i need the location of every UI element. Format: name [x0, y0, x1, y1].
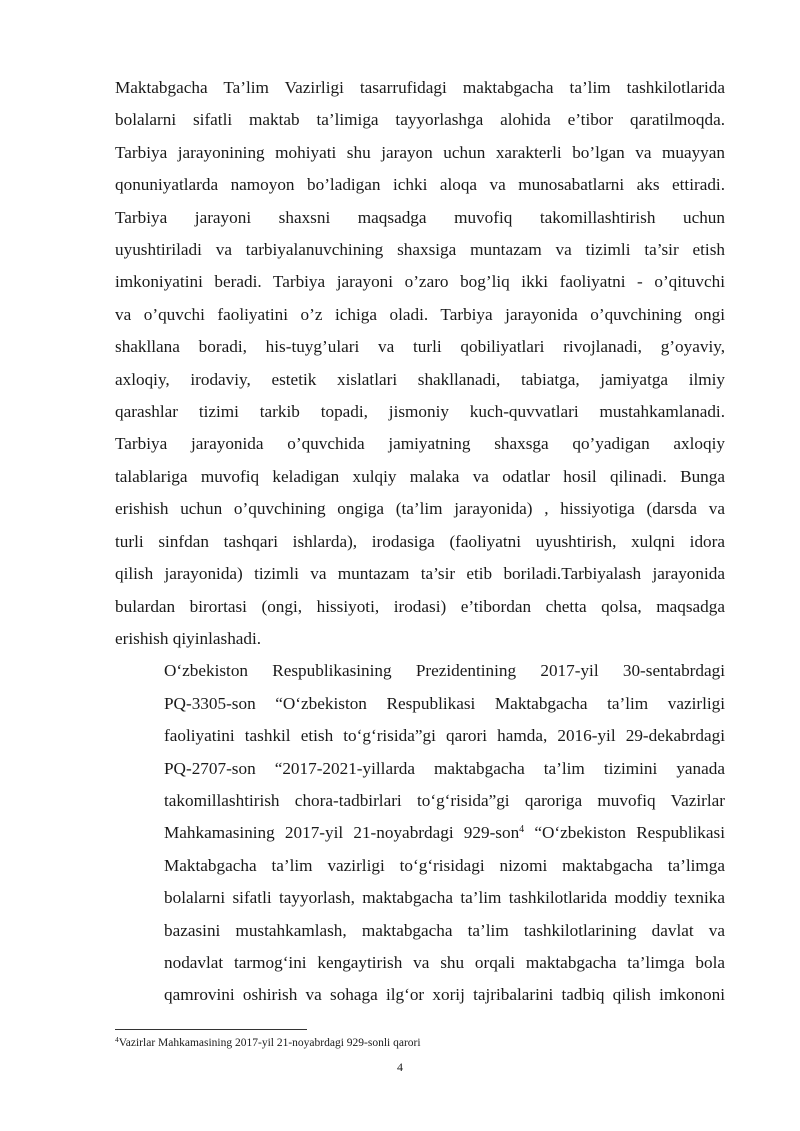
text-line: Maktabgacha Ta’lim Vazirligi tasarrufidagi maktabgacha ta’lim tashkilotlarida — [115, 78, 725, 97]
text-line: talablariga muvofiq keladigan xulqiy malaka va odatlar hosil qilinadi. Bunga — [115, 466, 725, 486]
text-line: PQ-3305-son “O‘zbekiston Respublikasi Maktabgacha ta’lim vazirligi — [164, 693, 725, 713]
text-line: bazasini mustahkamlash, maktabgacha ta’lim tashkilotlarining davlat va — [164, 920, 725, 940]
text-line: imkoniyatini beradi. Tarbiya jarayoni o’zaro bog’liq ikki faoliyatni - o’qituvchi — [115, 272, 725, 292]
text-line: qilish jarayonida) tizimli va muntazam ta’sir etib boriladi.Tarbiyalash jarayonida — [115, 564, 725, 584]
text-line: bulardan birortasi (ongi, hissiyoti, irodasi) e’tibordan chetta qolsa, maqsadga — [115, 596, 725, 616]
text-line: turli sinfdan tashqari ishlarda), irodasiga (faoliyatni uyushtirish, xulqni idora — [115, 531, 725, 551]
text-line: va o’quvchi faoliyatini o’z ichiga oladi. Tarbiya jarayonida o’quvchining ongi — [115, 304, 725, 324]
text-line: O‘zbekiston Respublikasining Prezidentining 2017-yil 30-sentabrdagi — [164, 661, 725, 681]
text-line: bolalarni sifatli maktab ta’limiga tayyorlashga alohida e’tibor qaratilmoqda. — [115, 110, 725, 130]
footnote-reference[interactable]: 4 — [519, 824, 525, 836]
text-line: shakllana boradi, his-tuyg’ulari va turli qobiliyatlari rivojlanadi, g’oyaviy, — [115, 337, 725, 357]
text-line: nodavlat tarmog‘ini kengaytirish va shu orqali maktabgacha ta’limga bola — [164, 952, 725, 972]
text-line: faoliyatini tashkil etish to‘g‘risida”gi qarori hamda, 2016-yil 29-dekabrdagi — [164, 726, 725, 746]
text-line: Tarbiya jarayonida o’quvchida jamiyatning shaxsga qo’yadigan axloqiy — [115, 434, 725, 454]
body-text — [115, 72, 725, 1012]
text-line: takomillashtirish chora-tadbirlari to‘g‘risida”gi qaroriga muvofiq Vazirlar — [164, 790, 725, 810]
text-line: axloqiy, irodaviy, estetik xislatlari shakllanadi, tabiatga, jamiyatga ilmiy — [115, 369, 725, 389]
text-line: Tarbiya jarayonining mohiyati shu jarayon uchun xarakterli bo’lgan va muayyan — [115, 142, 725, 162]
text-line: bolalarni sifatli tayyorlash, maktabgacha ta’lim tashkilotlarida moddiy texnika — [164, 888, 725, 908]
page-number: 4 — [397, 1060, 403, 1074]
footnote — [115, 1036, 421, 1050]
footnote-text: Vazirlar Mahkamasining 2017-yil 21-noyabrdagi 929-sonli qarori — [118, 1037, 421, 1049]
text-line: qarashlar tizimi tarkib topadi, jismoniy kuch-quvvatlari mustahkamlanadi. — [115, 402, 725, 422]
text-line-with-footnote — [115, 817, 725, 849]
text-line: uyushtiriladi va tarbiyalanuvchining shaxsiga muntazam va tizimli ta’sir etish — [115, 240, 725, 260]
text-line: erishish uchun o’quvchining ongiga (ta’lim jarayonida) , hissiyotiga (darsda va — [115, 499, 725, 519]
text-line: Tarbiya jarayoni shaxsni maqsadga muvofiq takomillashtirish uchun — [115, 207, 725, 227]
text-line: qamrovini oshirish va sohaga ilg‘or xorij tajribalarini tadbiq qilish imkononi — [164, 985, 725, 1005]
footnote-separator — [115, 1029, 307, 1030]
footnote-marker: 4 — [115, 1035, 119, 1044]
text-line: qonuniyatlarda namoyon bo’ladigan ichki aloqa va munosabatlarni aks ettiradi. — [115, 175, 725, 195]
text-fragment: “O‘zbekiston Respublikasi — [524, 823, 725, 843]
paragraph-1 — [115, 72, 725, 655]
text-line: PQ-2707-son “2017-2021-yillarda maktabgacha ta’lim tizimini yanada — [164, 758, 725, 778]
text-line: Maktabgacha ta’lim vazirligi to‘g‘risidagi nizomi maktabgacha ta’limga — [164, 855, 725, 875]
text-fragment: Mahkamasining 2017-yil 21-noyabrdagi 929-son — [164, 823, 520, 843]
paragraph-2 — [115, 655, 725, 1011]
text-line: erishish qiyinlashadi. — [115, 628, 262, 648]
